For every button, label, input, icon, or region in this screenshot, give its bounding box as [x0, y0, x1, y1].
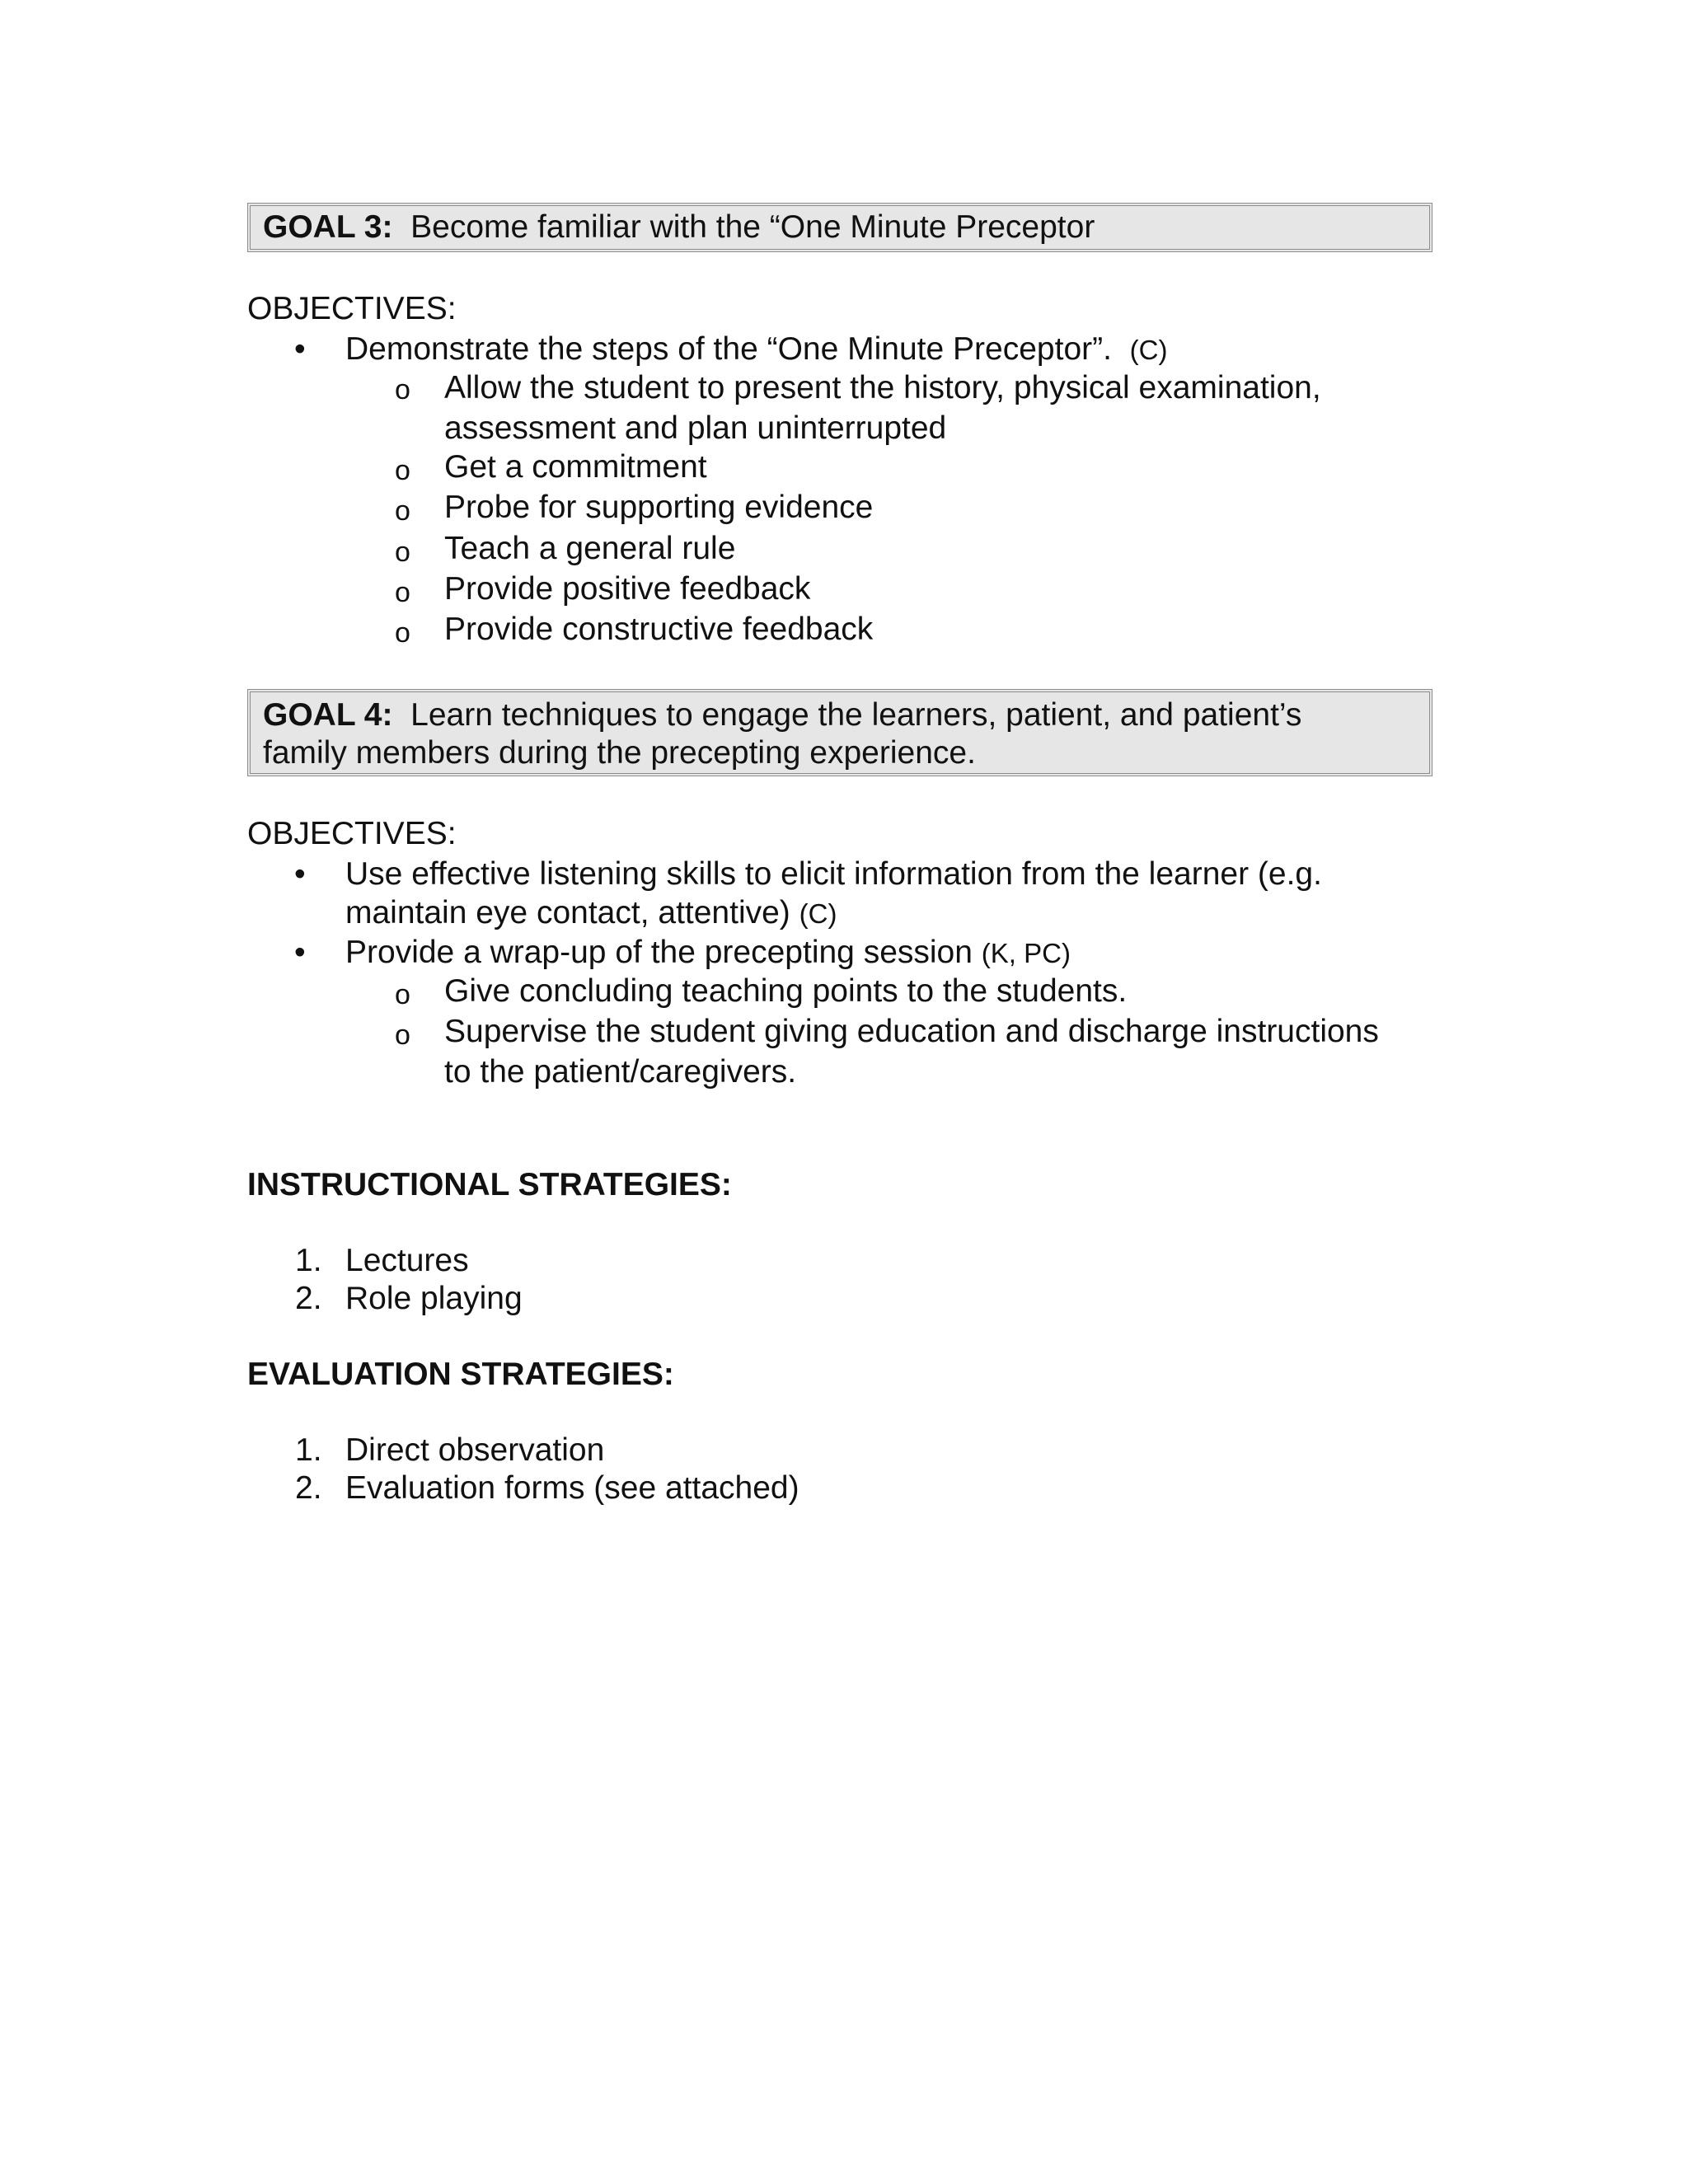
- sub-marker: o: [395, 537, 410, 568]
- goal-4-text: Learn techniques to engage the learners, patient, and patient’s: [410, 697, 1302, 733]
- goal-4-objective-1-text: maintain eye contact, attentive): [345, 895, 790, 930]
- goal-4-objective-2-tag: (K, PC): [981, 938, 1071, 968]
- sub-marker: o: [395, 979, 410, 1010]
- goal-3-sub-item: Allow the student to present the history, physical examination,: [444, 370, 1321, 405]
- goal-4-objective-1-continued: [345, 893, 837, 934]
- evaluation-item: Evaluation forms (see attached): [345, 1470, 799, 1506]
- instructional-number: 2.: [295, 1281, 322, 1316]
- goal-4-box: [247, 689, 1432, 776]
- sub-marker: o: [395, 374, 410, 405]
- instructional-number: 1.: [295, 1243, 322, 1278]
- evaluation-strategies-heading: EVALUATION STRATEGIES:: [247, 1357, 674, 1392]
- bullet-marker: •: [294, 856, 306, 892]
- sub-marker: o: [395, 495, 410, 527]
- goal-3-label: GOAL 3:: [263, 209, 393, 245]
- goal-4-objective-1-tag: (C): [799, 898, 837, 929]
- goal-4-sub-item: Give concluding teaching points to the students.: [444, 973, 1128, 1009]
- goal-4-objectives-heading: OBJECTIVES:: [247, 816, 457, 851]
- instructional-strategies-heading: INSTRUCTIONAL STRATEGIES:: [247, 1167, 732, 1202]
- goal-3-sub-item-continued: assessment and plan uninterrupted: [444, 410, 947, 446]
- goal-4-line-2: family members during the precepting experience.: [263, 735, 976, 771]
- goal-3-box: [247, 203, 1432, 252]
- goal-3-objective-main-tag: (C): [1129, 335, 1168, 365]
- goal-3-sub-item: Provide positive feedback: [444, 571, 811, 607]
- bullet-marker: •: [294, 935, 306, 970]
- sub-marker: o: [395, 577, 410, 608]
- evaluation-number: 2.: [295, 1470, 322, 1506]
- bullet-marker: •: [294, 331, 306, 367]
- goal-3-objective-main: [345, 329, 1167, 370]
- goal-4-objective-2-text: Provide a wrap-up of the precepting session: [345, 935, 973, 970]
- goal-4-objective-1: Use effective listening skills to elicit information from the learner (e.g.: [345, 856, 1322, 892]
- goal-4-label: GOAL 4:: [263, 697, 393, 733]
- goal-3-sub-item: Probe for supporting evidence: [444, 490, 874, 525]
- goal-3-objective-main-text: Demonstrate the steps of the “One Minute Preceptor”.: [345, 331, 1112, 367]
- sub-marker: o: [395, 455, 410, 486]
- instructional-item: Lectures: [345, 1243, 469, 1278]
- evaluation-number: 1.: [295, 1432, 322, 1468]
- sub-marker: o: [395, 617, 410, 649]
- goal-3-text: Become familiar with the “One Minute Preceptor: [410, 209, 1095, 245]
- evaluation-item: Direct observation: [345, 1432, 605, 1468]
- goal-4-sub-item-continued: to the patient/caregivers.: [444, 1054, 797, 1090]
- instructional-item: Role playing: [345, 1281, 523, 1316]
- sub-marker: o: [395, 1019, 410, 1051]
- goal-3-sub-item: Teach a general rule: [444, 531, 736, 566]
- goal-4-objective-2: [345, 932, 1071, 973]
- goal-4-line-1: [263, 696, 1429, 734]
- goal-3-sub-item: Provide constructive feedback: [444, 612, 874, 647]
- goal-4-sub-item: Supervise the student giving education and discharge instructions: [444, 1014, 1379, 1049]
- goal-3-sub-item: Get a commitment: [444, 449, 707, 485]
- goal-3-objectives-heading: OBJECTIVES:: [247, 291, 457, 326]
